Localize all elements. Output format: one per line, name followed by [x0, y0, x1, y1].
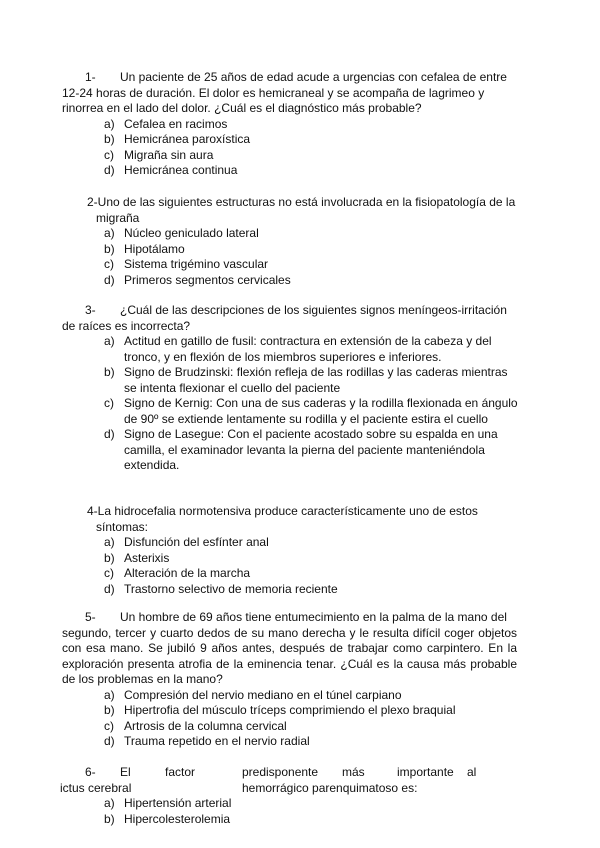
- option-letter: a): [104, 226, 115, 240]
- option-text: Hipotálamo: [124, 241, 185, 256]
- question-6-word: más: [342, 765, 365, 779]
- question-6-number: 6-: [85, 765, 96, 779]
- question-2-stem: 2-Uno de las siguientes estructuras no está involucrada en la fisiopatología de la migraña: [87, 195, 516, 225]
- option-text: Asterixis: [124, 550, 170, 565]
- question-4-options: [87, 535, 487, 597]
- option-text: Actitud en gatillo de fusil: contractura en extensión de la cabeza y del tronco, y en flexión de los miembros superiores e inferiores.: [124, 334, 492, 364]
- option-text: Alteración de la marcha: [124, 566, 251, 580]
- question-3-option-b[interactable]: [104, 365, 519, 396]
- option-letter: a): [104, 535, 115, 549]
- question-1: [62, 70, 517, 179]
- option-letter: d): [104, 581, 115, 596]
- question-5: [62, 610, 517, 750]
- question-6-stem: [62, 765, 517, 796]
- question-2: [87, 195, 522, 288]
- question-2-option-b[interactable]: [104, 242, 522, 258]
- option-letter: d): [104, 734, 115, 748]
- question-6: [60, 765, 517, 827]
- question-4-stem: 4-La hidrocefalia normotensiva produce característicamente uno de estos síntomas:: [87, 504, 478, 534]
- question-5-stem: [62, 610, 517, 688]
- question-1-stem: [62, 70, 517, 117]
- option-letter: b): [104, 365, 115, 379]
- option-letter: b): [104, 550, 115, 565]
- question-5-stem-first-line: Un hombre de 69 años tiene entumecimiento en la palma de la mano del: [120, 610, 507, 624]
- question-3-option-a[interactable]: [104, 334, 519, 365]
- option-text: Hipercolesterolemia: [124, 811, 231, 826]
- question-1-option-c[interactable]: [104, 148, 517, 164]
- option-letter: d): [104, 272, 115, 287]
- option-letter: a): [104, 796, 115, 810]
- option-letter: c): [104, 718, 114, 733]
- question-5-stem-continuation: segundo, tercer y cuarto dedos de su mano derecha y le resulta difícil coger objetos con esa mano. Se jubiló 9 años antes, después de trabajar como carpintero. En la exploración presenta atrofia de la eminencia tenar. ¿Cuál es la causa más probable de los problemas en la mano?: [62, 625, 517, 686]
- question-2-option-d[interactable]: [104, 273, 522, 289]
- option-text: Hemicránea paroxística: [124, 132, 251, 146]
- option-letter: a): [104, 116, 115, 131]
- question-5-options: [87, 688, 517, 750]
- question-6-word: El: [120, 765, 131, 779]
- question-6-word: al: [467, 765, 477, 779]
- question-4-option-c[interactable]: [104, 566, 487, 582]
- question-3-option-c[interactable]: [104, 396, 519, 427]
- option-text: Hemicránea continua: [124, 163, 238, 177]
- question-6-word: factor: [165, 765, 196, 779]
- option-text: Disfunción del esfínter anal: [124, 535, 269, 549]
- option-text: Trastorno selectivo de memoria reciente: [124, 581, 338, 596]
- question-1-number: 1-: [85, 70, 96, 84]
- question-6-option-b[interactable]: [104, 812, 517, 828]
- question-1-option-a[interactable]: [104, 117, 517, 133]
- question-5-option-b[interactable]: [104, 703, 517, 719]
- option-text: Sistema trigémino vascular: [124, 257, 269, 271]
- option-letter: a): [104, 334, 115, 348]
- option-text: Núcleo geniculado lateral: [124, 226, 259, 240]
- question-3-stem: [62, 303, 517, 334]
- question-6-word: hemorrágico parenquimatoso es:: [242, 780, 418, 795]
- option-text: Signo de Brudzinski: flexión refleja de las rodillas y las caderas mientras se intenta flexionar el cuello del paciente: [124, 365, 508, 395]
- question-3-option-d[interactable]: [104, 427, 519, 474]
- question-4-option-b[interactable]: [104, 551, 487, 567]
- option-letter: d): [104, 163, 115, 177]
- question-1-option-d[interactable]: [104, 163, 517, 179]
- question-1-options: [87, 117, 517, 179]
- question-2-option-a[interactable]: [104, 226, 522, 242]
- option-text: Migraña sin aura: [124, 147, 214, 162]
- question-6-word: ictus cerebral: [60, 780, 132, 795]
- question-5-option-c[interactable]: [104, 719, 517, 735]
- option-text: Hipertensión arterial: [124, 796, 232, 810]
- question-6-options: [87, 796, 517, 827]
- question-3-stem-first-line: ¿Cuál de las descripciones de los siguientes signos meníngeos-irritación: [120, 303, 507, 317]
- question-6-word: importante: [397, 765, 454, 779]
- question-6-word: predisponente: [242, 765, 319, 779]
- question-3-options: [87, 334, 519, 474]
- question-4-option-a[interactable]: [104, 535, 487, 551]
- option-letter: c): [104, 566, 114, 580]
- option-letter: c): [104, 147, 114, 162]
- question-1-option-b[interactable]: [104, 132, 517, 148]
- option-letter: b): [104, 132, 115, 146]
- option-letter: d): [104, 427, 115, 441]
- question-3-stem-continuation: de raíces es incorrecta?: [62, 318, 191, 333]
- question-4-option-d[interactable]: [104, 582, 487, 598]
- option-text: Hipertrofia del músculo tríceps comprimiendo el plexo braquial: [124, 703, 456, 717]
- option-text: Signo de Kernig: Con una de sus caderas y la rodilla flexionada en ángulo de 90º se extiende lentamente su rodilla y el paciente estira el cuello: [124, 396, 518, 426]
- question-1-stem-continuation: 12-24 horas de duración. El dolor es hemicraneal y se acompaña de lagrimeo y rinorrea en el lado del dolor. ¿Cuál es el diagnóstico más probable?: [62, 85, 485, 115]
- question-5-number: 5-: [85, 610, 96, 624]
- option-letter: b): [104, 703, 115, 717]
- option-text: Artrosis de la columna cervical: [124, 718, 287, 733]
- option-letter: c): [104, 396, 114, 410]
- question-5-option-d[interactable]: [104, 734, 517, 750]
- option-text: Primeros segmentos cervicales: [124, 272, 291, 287]
- question-4: [87, 504, 487, 597]
- option-text: Compresión del nervio mediano en el túnel carpiano: [124, 687, 402, 702]
- option-text: Signo de Lasegue: Con el paciente acostado sobre su espalda en una camilla, el examinador levanta la pierna del paciente manteniéndola extendida.: [124, 427, 498, 472]
- question-2-option-c[interactable]: [104, 257, 522, 273]
- question-5-option-a[interactable]: [104, 688, 517, 704]
- question-3-number: 3-: [85, 303, 96, 317]
- question-2-options: [87, 226, 522, 288]
- option-letter: a): [104, 687, 115, 702]
- question-3: [62, 303, 518, 474]
- option-letter: b): [104, 241, 115, 256]
- option-text: Trauma repetido en el nervio radial: [124, 734, 310, 748]
- question-6-option-a[interactable]: [104, 796, 517, 812]
- option-letter: c): [104, 257, 114, 271]
- option-text: Cefalea en racimos: [124, 116, 228, 131]
- question-1-stem-first-line: Un paciente de 25 años de edad acude a urgencias con cefalea de entre: [120, 70, 507, 84]
- option-letter: b): [104, 811, 115, 826]
